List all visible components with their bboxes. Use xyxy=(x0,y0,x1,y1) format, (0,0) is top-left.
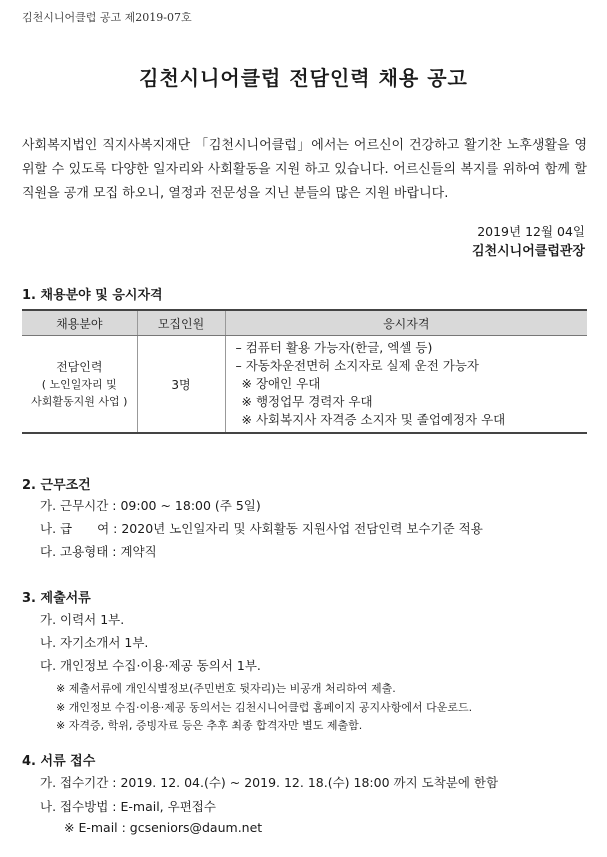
recruit-field-desc: 사회활동지원 사업 ) xyxy=(31,394,128,408)
notice-number: 김천시니어클럽 공고 제2019-07호 xyxy=(22,11,192,24)
qualification-item: – 자동차운전면허 소지자로 실제 운전 가능자 xyxy=(235,358,479,373)
recruitment-table xyxy=(22,309,587,434)
section-heading-documents: 3. 제출서류 xyxy=(22,591,91,606)
recruit-field: 전담인력 xyxy=(56,359,103,374)
document-note: ※ 자격증, 학위, 증빙자료 등은 추후 최종 합격자만 별도 제출함. xyxy=(56,719,363,732)
table-header-row xyxy=(22,310,587,336)
page-title: 김천시니어클럽 전담인력 채용 공고 xyxy=(139,66,468,90)
recruit-field-cell xyxy=(22,336,137,434)
recruit-field-desc: ( 노인일자리 및 xyxy=(41,377,117,391)
submission-item: 가. 접수기간 : 2019. 12. 04.(수) ~ 2019. 12. 18.(수) 18:00 까지 도착분에 한함 xyxy=(40,775,499,790)
submission-item: 나. 접수방법 : E-mail, 우편접수 xyxy=(40,799,216,814)
section-heading-submission: 4. 서류 접수 xyxy=(22,754,96,769)
organization-signature: 김천시니어클럽관장 xyxy=(471,244,585,259)
section-heading-recruitment: 1. 채용분야 및 응시자격 xyxy=(22,288,163,303)
intro-paragraph: 사회복지법인 직지사복지재단 「김천시니어클럽」에서는 어르신이 건강하고 활기찬 노후생활을 영위할 수 있도록 다양한 일자리와 사회활동을 지원 하고 있습니다. 어르신들의 복지를 위하여 함께 할 직원을 공개 모집 하오니, 열정과 전문성을 지닌 분들의 많은 지원 바랍니다. xyxy=(22,138,587,201)
document-note: ※ 제출서류에 개인식별정보(주민번호 뒷자리)는 비공개 처리하여 제출. xyxy=(56,682,396,695)
column-header: 모집인원 xyxy=(137,310,225,336)
qualification-item: ※ 사회복지사 자격증 소지자 및 졸업예정자 우대 xyxy=(241,412,506,427)
table-row xyxy=(22,336,587,434)
qualification-item: ※ 행정업무 경력자 우대 xyxy=(241,394,373,409)
qualification-item: – 컴퓨터 활용 가능자(한글, 엑셀 등) xyxy=(235,340,433,355)
contact-email: ※ E-mail : gcseniors@daum.net xyxy=(64,820,263,835)
condition-item: 가. 근무시간 : 09:00 ~ 18:00 (주 5일) xyxy=(40,498,261,513)
recruit-count: 3명 xyxy=(137,336,225,434)
column-header: 응시자격 xyxy=(225,310,587,336)
document-note: ※ 개인정보 수집·이용·제공 동의서는 김천시니어클럽 홈페이지 공지사항에서 다운로드. xyxy=(56,701,473,714)
document-item: 가. 이력서 1부. xyxy=(40,612,125,627)
qualification-item: ※ 장애인 우대 xyxy=(241,376,321,391)
document-item: 나. 자기소개서 1부. xyxy=(40,635,149,650)
document-item: 다. 개인정보 수집·이용·제공 동의서 1부. xyxy=(40,658,261,673)
condition-item: 나. 급 여 : 2020년 노인일자리 및 사회활동 지원사업 전담인력 보수기준 적용 xyxy=(40,521,483,536)
notice-date: 2019년 12월 04일 xyxy=(477,224,585,239)
section-heading-conditions: 2. 근무조건 xyxy=(22,478,91,493)
qualification-list xyxy=(225,336,587,434)
column-header: 채용분야 xyxy=(22,310,137,336)
condition-item: 다. 고용형태 : 계약직 xyxy=(40,544,157,559)
